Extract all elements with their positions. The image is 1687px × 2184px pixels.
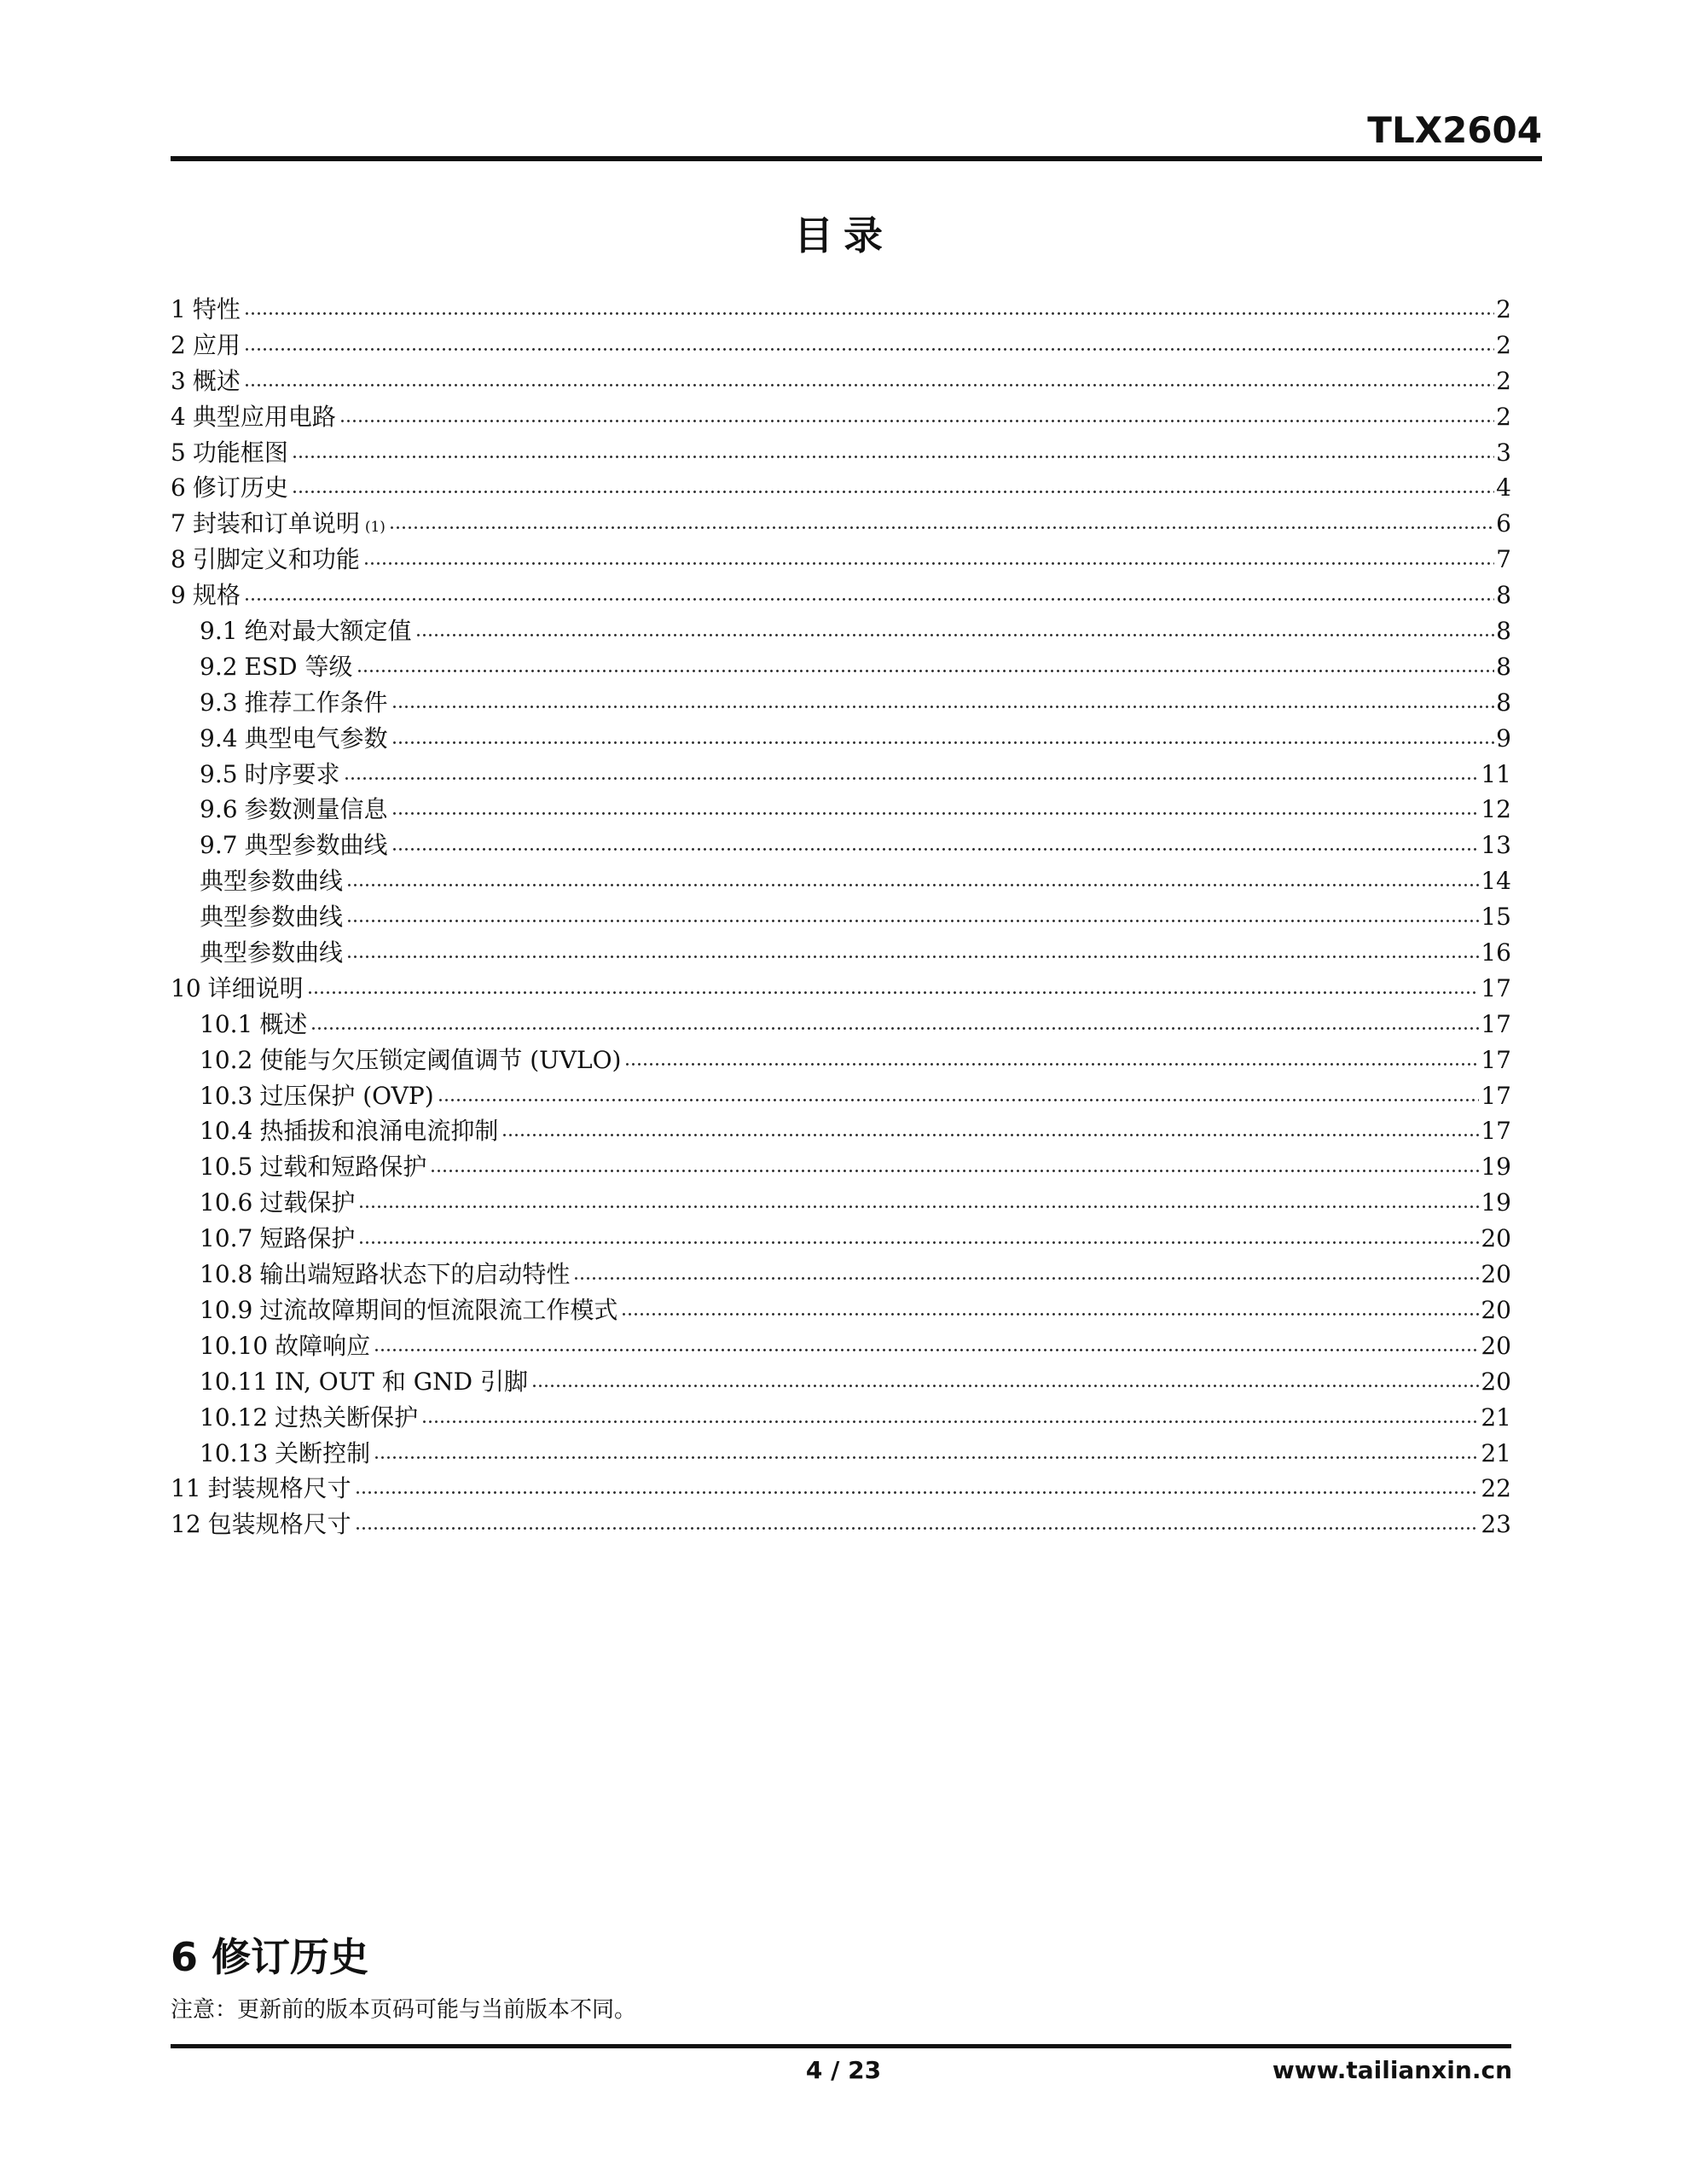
toc-entry-label: ESD 等级: [244, 652, 353, 681]
toc-entry-number: 10.7: [200, 1224, 253, 1253]
toc-entry[interactable]: [171, 1471, 1511, 1507]
toc-leader-dots: [374, 1436, 1479, 1461]
toc-entry-number: 4: [171, 402, 186, 431]
toc-entry-label: 使能与欠压锁定阈值调节 (UVLO): [259, 1045, 622, 1074]
toc-entry-page: 20: [1481, 1331, 1511, 1360]
toc-entry-page: 14: [1481, 867, 1511, 896]
toc-entry[interactable]: [171, 328, 1511, 363]
toc-leader-dots: [501, 1113, 1479, 1139]
toc-entry-page: 19: [1481, 1188, 1511, 1217]
toc-entry-page: 8: [1496, 581, 1511, 610]
toc-entry-number: 9: [171, 581, 186, 610]
toc-entry[interactable]: [171, 292, 1511, 328]
toc-entry-number: 7: [171, 509, 186, 538]
toc-entry[interactable]: [171, 1436, 1511, 1472]
toc-entry-number: 11: [171, 1474, 201, 1503]
toc-entry[interactable]: [171, 685, 1511, 721]
toc-entry-number: 10.4: [200, 1117, 253, 1146]
toc-entry-label: 特性: [192, 295, 241, 323]
toc-entry[interactable]: [171, 1185, 1511, 1221]
toc-entry-page: 2: [1496, 402, 1511, 431]
toc-entry-label: 典型应用电路: [192, 402, 336, 431]
toc-entry-label: 绝对最大额定值: [244, 617, 412, 646]
toc-entry-number: 10.1: [200, 1009, 253, 1038]
toc-entry-label: 典型参数曲线: [200, 903, 344, 932]
toc-entry[interactable]: [171, 792, 1511, 828]
toc-entry-page: 17: [1481, 1081, 1511, 1110]
toc-entry[interactable]: [171, 757, 1511, 793]
toc-entry[interactable]: [171, 1113, 1511, 1149]
toc-entry[interactable]: [171, 1221, 1511, 1257]
toc-entry-number: 9.2: [200, 652, 238, 681]
toc-entry-label: 过热关断保护: [275, 1403, 419, 1432]
toc-leader-dots: [363, 542, 1494, 567]
toc-entry-label: 修订历史: [192, 473, 288, 502]
toc-leader-dots: [621, 1292, 1479, 1318]
toc-entry-page: 3: [1496, 438, 1511, 467]
toc-entry-number: 9.5: [200, 759, 238, 788]
toc-entry-label: 时序要求: [244, 759, 340, 788]
page-indicator: 4 / 23: [805, 2056, 882, 2084]
toc-entry-label: 规格: [192, 581, 241, 610]
toc-entry-label: 典型参数曲线: [200, 867, 344, 896]
toc-entry-label: 短路保护: [259, 1224, 356, 1253]
toc-entry-label: 引脚定义和功能: [192, 545, 360, 574]
toc-entry[interactable]: [171, 1007, 1511, 1043]
toc-entry-label: 过载保护: [259, 1188, 356, 1217]
toc-entry-label: 过载和短路保护: [259, 1153, 427, 1182]
toc-entry[interactable]: [171, 578, 1511, 613]
toc-entry-page: 8: [1496, 617, 1511, 646]
toc-entry-number: 10.10: [200, 1331, 269, 1360]
toc-leader-dots: [346, 935, 1479, 961]
toc-leader-dots: [339, 399, 1494, 425]
toc-leader-dots: [389, 506, 1494, 531]
toc-entry-number: 1: [171, 295, 186, 323]
toc-entry[interactable]: [171, 399, 1511, 435]
toc-entry[interactable]: [171, 1149, 1511, 1185]
toc-entry-page: 22: [1481, 1474, 1511, 1503]
toc-entry-page: 12: [1481, 795, 1511, 824]
toc-entry-number: 10.2: [200, 1045, 253, 1074]
toc-leader-dots: [358, 1185, 1479, 1211]
toc-heading: 目录: [794, 212, 893, 258]
toc-entry-page: 17: [1481, 1117, 1511, 1146]
toc-entry-number: 10.9: [200, 1295, 253, 1324]
toc-entry-page: 8: [1496, 652, 1511, 681]
toc-entry-page: 17: [1481, 1045, 1511, 1074]
toc-entry[interactable]: [171, 935, 1511, 971]
toc-entry[interactable]: [171, 1364, 1511, 1400]
toc-entry-label: 过压保护 (OVP): [259, 1081, 434, 1110]
toc-entry-number: 10.12: [200, 1403, 269, 1432]
toc-entry-number: 12: [171, 1510, 201, 1539]
toc-entry-number: 10.13: [200, 1438, 269, 1467]
toc-entry-number: 9.7: [200, 831, 238, 860]
toc-entry[interactable]: [171, 363, 1511, 399]
toc-entry-number: 6: [171, 473, 186, 502]
toc-entry-number: 9.1: [200, 617, 238, 646]
toc-entry-label: IN, OUT 和 GND 引脚: [275, 1367, 528, 1396]
toc-entry-page: 17: [1481, 973, 1511, 1002]
toc-entry[interactable]: [171, 1507, 1511, 1542]
toc-entry-page: 4: [1496, 473, 1511, 502]
toc-entry-page: 19: [1481, 1153, 1511, 1182]
header-divider: [171, 156, 1542, 161]
toc-entry-page: 13: [1481, 831, 1511, 860]
toc-entry[interactable]: [171, 1328, 1511, 1364]
toc-leader-dots: [358, 1221, 1479, 1246]
toc-entry-number: 9.3: [200, 688, 238, 717]
toc-entry-page: 20: [1481, 1295, 1511, 1324]
toc-entry-label: 热插拔和浪涌电流抑制: [259, 1117, 499, 1146]
toc-entry-number: 9.4: [200, 723, 238, 752]
toc-entry-label: 典型参数曲线: [200, 938, 344, 967]
toc-entry-page: 23: [1481, 1510, 1511, 1539]
toc-entry-label: 输出端短路状态下的启动特性: [259, 1260, 571, 1289]
toc-entry-page: 15: [1481, 903, 1511, 932]
table-of-contents: [171, 292, 1511, 1542]
toc-entry-number: 8: [171, 545, 186, 574]
toc-entry-page: 2: [1496, 295, 1511, 323]
toc-leader-dots: [344, 757, 1480, 782]
toc-leader-dots: [391, 828, 1480, 853]
toc-leader-dots: [346, 863, 1479, 889]
section-note: 注意：更新前的版本页码可能与当前版本不同。: [171, 1997, 637, 2023]
toc-entry[interactable]: [171, 828, 1511, 863]
toc-leader-dots: [415, 613, 1495, 639]
toc-entry-label: 封装规格尺寸: [207, 1474, 351, 1503]
toc-entry-page: 2: [1496, 366, 1511, 395]
toc-leader-dots: [244, 292, 1494, 317]
toc-entry-page: 20: [1481, 1224, 1511, 1253]
toc-leader-dots: [374, 1328, 1479, 1354]
toc-entry[interactable]: [171, 863, 1511, 899]
toc-entry-label: 概述: [259, 1009, 308, 1038]
toc-leader-dots: [307, 971, 1480, 996]
toc-entry[interactable]: [171, 1257, 1511, 1292]
footer-divider: [171, 2044, 1511, 2048]
toc-leader-dots: [244, 578, 1494, 603]
toc-leader-dots: [310, 1007, 1479, 1032]
toc-leader-dots: [391, 685, 1495, 711]
toc-entry-page: 9: [1496, 723, 1511, 752]
toc-entry-label: 推荐工作条件: [244, 688, 388, 717]
toc-entry[interactable]: [171, 1043, 1511, 1078]
toc-entry-page: 2: [1496, 330, 1511, 359]
toc-entry[interactable]: [171, 613, 1511, 649]
toc-entry-page: 20: [1481, 1260, 1511, 1289]
toc-entry-number: 2: [171, 330, 186, 359]
toc-entry-label: 封装和订单说明: [192, 509, 360, 538]
toc-leader-dots: [346, 899, 1479, 925]
toc-entry[interactable]: 7 封装和订单说明 (1) 6: [171, 506, 1511, 542]
toc-entry[interactable]: [171, 649, 1511, 685]
toc-entry[interactable]: [171, 435, 1511, 471]
toc-leader-dots: [430, 1149, 1479, 1175]
toc-entry-label: 典型参数曲线: [244, 831, 388, 860]
toc-entry-number: 10: [171, 973, 201, 1002]
toc-entry-number: 3: [171, 366, 186, 395]
toc-leader-dots: [357, 649, 1495, 675]
toc-entry-label: 参数测量信息: [244, 795, 388, 824]
toc-entry-number: 10.6: [200, 1188, 253, 1217]
toc-entry[interactable]: [171, 899, 1511, 935]
toc-entry-page: 6: [1496, 509, 1511, 538]
toc-entry[interactable]: [171, 721, 1511, 757]
toc-entry-number: 5: [171, 438, 186, 467]
toc-entry[interactable]: [171, 1292, 1511, 1328]
section-title: 6 修订历史: [171, 1934, 369, 1980]
toc-entry-page: 17: [1481, 1009, 1511, 1038]
toc-entry-number: 10.5: [200, 1153, 253, 1182]
toc-leader-dots: [391, 792, 1480, 817]
toc-entry[interactable]: [171, 971, 1511, 1007]
toc-leader-dots: [355, 1507, 1480, 1532]
toc-entry-page: 21: [1481, 1403, 1511, 1432]
toc-entry-label: 应用: [192, 330, 241, 359]
toc-entry-label: 功能框图: [192, 438, 288, 467]
toc-entry-page: 20: [1481, 1367, 1511, 1396]
website-link[interactable]: www.tailianxin.cn: [1272, 2056, 1512, 2084]
toc-entry-page: 8: [1496, 688, 1511, 717]
toc-leader-dots: [624, 1043, 1479, 1068]
toc-entry-page: 21: [1481, 1438, 1511, 1467]
toc-leader-dots: [244, 363, 1494, 389]
toc-leader-dots: [292, 470, 1494, 496]
toc-entry-label: 概述: [192, 366, 241, 395]
toc-entry-number: 10.11: [200, 1367, 269, 1396]
toc-entry[interactable]: [171, 470, 1511, 506]
toc-leader-dots: [438, 1078, 1480, 1104]
toc-leader-dots: [244, 328, 1494, 353]
toc-entry[interactable]: [171, 1078, 1511, 1114]
toc-entry-label: 故障响应: [275, 1331, 371, 1360]
toc-entry-number: 10.8: [200, 1260, 253, 1289]
toc-entry-label: 关断控制: [275, 1438, 371, 1467]
toc-leader-dots: [292, 435, 1494, 461]
toc-leader-dots: [421, 1400, 1479, 1426]
toc-leader-dots: [391, 721, 1495, 746]
document-title: TLX2604: [1367, 109, 1542, 151]
toc-entry-page: 7: [1496, 545, 1511, 574]
toc-entry-page: 16: [1481, 938, 1511, 967]
toc-entry-label: 详细说明: [207, 973, 304, 1002]
toc-leader-dots: [355, 1471, 1480, 1496]
toc-entry-page: 11: [1481, 759, 1511, 788]
toc-entry[interactable]: [171, 1400, 1511, 1436]
toc-entry-number: 10.3: [200, 1081, 253, 1110]
toc-entry-label: 典型电气参数: [244, 723, 388, 752]
toc-entry[interactable]: [171, 542, 1511, 578]
toc-leader-dots: [531, 1364, 1479, 1390]
toc-leader-dots: [573, 1257, 1479, 1282]
toc-entry-number: 9.6: [200, 795, 238, 824]
toc-entry-label: 过流故障期间的恒流限流工作模式: [259, 1295, 618, 1324]
toc-entry-label: 包装规格尺寸: [207, 1510, 351, 1539]
